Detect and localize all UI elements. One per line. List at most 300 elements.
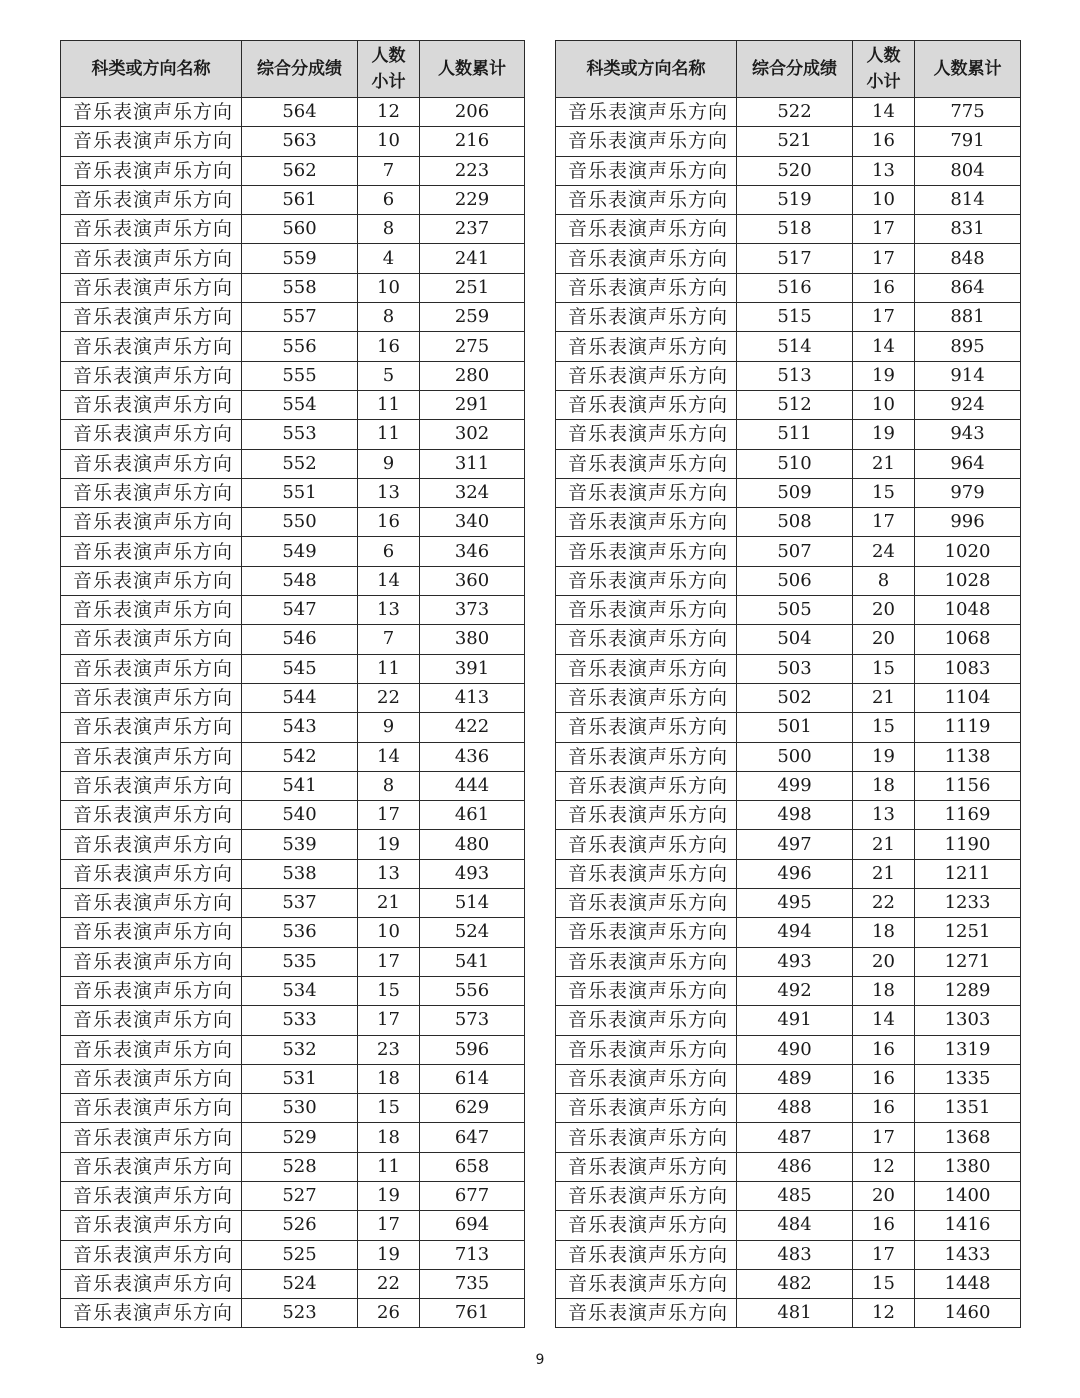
- cell-name: 音乐表演声乐方向: [61, 801, 242, 830]
- table-row: [61, 1181, 525, 1210]
- cell-cumulative: 237: [420, 215, 525, 244]
- cell-count: 17: [358, 1211, 420, 1240]
- cell-cumulative: 373: [420, 596, 525, 625]
- cell-name: 音乐表演声乐方向: [556, 1181, 737, 1210]
- cell-score: 481: [737, 1299, 853, 1328]
- cell-name: 音乐表演声乐方向: [61, 1240, 242, 1269]
- table-row: [61, 156, 525, 185]
- cell-count: 20: [853, 1181, 915, 1210]
- cell-score: 541: [242, 771, 358, 800]
- table-body-left: [61, 98, 525, 1328]
- cell-name: 音乐表演声乐方向: [61, 156, 242, 185]
- cell-score: 539: [242, 830, 358, 859]
- table-row: [556, 801, 1021, 830]
- table-row: [556, 713, 1021, 742]
- cell-cumulative: 1048: [915, 596, 1021, 625]
- cell-cumulative: 914: [915, 361, 1021, 390]
- cell-count: 11: [358, 420, 420, 449]
- cell-name: 音乐表演声乐方向: [556, 478, 737, 507]
- table-row: [61, 654, 525, 683]
- cell-score: 494: [737, 918, 853, 947]
- cell-name: 音乐表演声乐方向: [556, 537, 737, 566]
- cell-cumulative: 1068: [915, 625, 1021, 654]
- cell-count: 19: [853, 361, 915, 390]
- cell-cumulative: 1380: [915, 1152, 1021, 1181]
- cell-cumulative: 864: [915, 273, 1021, 302]
- table-row: [61, 889, 525, 918]
- cell-cumulative: 1351: [915, 1094, 1021, 1123]
- cell-cumulative: 1020: [915, 537, 1021, 566]
- cell-count: 17: [853, 1123, 915, 1152]
- cell-score: 506: [737, 566, 853, 595]
- cell-score: 515: [737, 303, 853, 332]
- cell-cumulative: 1028: [915, 566, 1021, 595]
- cell-cumulative: 1190: [915, 830, 1021, 859]
- cell-name: 音乐表演声乐方向: [556, 889, 737, 918]
- cell-name: 音乐表演声乐方向: [61, 1269, 242, 1298]
- table-row: [556, 889, 1021, 918]
- cell-cumulative: 979: [915, 478, 1021, 507]
- cell-score: 561: [242, 185, 358, 214]
- cell-score: 544: [242, 683, 358, 712]
- cell-name: 音乐表演声乐方向: [61, 98, 242, 127]
- cell-score: 546: [242, 625, 358, 654]
- table-row: [556, 976, 1021, 1005]
- table-row: [61, 1006, 525, 1035]
- cell-name: 音乐表演声乐方向: [61, 683, 242, 712]
- cell-name: 音乐表演声乐方向: [61, 1123, 242, 1152]
- cell-count: 12: [853, 1299, 915, 1328]
- cell-cumulative: 573: [420, 1006, 525, 1035]
- cell-count: 14: [358, 566, 420, 595]
- cell-name: 音乐表演声乐方向: [556, 976, 737, 1005]
- cell-score: 504: [737, 625, 853, 654]
- cell-score: 532: [242, 1035, 358, 1064]
- cell-score: 542: [242, 742, 358, 771]
- cell-count: 14: [853, 1006, 915, 1035]
- cell-name: 音乐表演声乐方向: [556, 1006, 737, 1035]
- cell-count: 18: [358, 1123, 420, 1152]
- cell-score: 558: [242, 273, 358, 302]
- cell-cumulative: 360: [420, 566, 525, 595]
- table-row: [556, 185, 1021, 214]
- cell-count: 17: [358, 801, 420, 830]
- cell-name: 音乐表演声乐方向: [61, 332, 242, 361]
- cell-cumulative: 881: [915, 303, 1021, 332]
- header-count-line1: 人数: [371, 46, 406, 66]
- table-row: [556, 1123, 1021, 1152]
- cell-name: 音乐表演声乐方向: [61, 420, 242, 449]
- score-table-right: [555, 40, 1021, 1328]
- header-cumulative: 人数累计: [915, 41, 1021, 98]
- cell-count: 26: [358, 1299, 420, 1328]
- cell-score: 496: [737, 859, 853, 888]
- cell-count: 15: [358, 1094, 420, 1123]
- table-row: [556, 244, 1021, 273]
- cell-count: 22: [853, 889, 915, 918]
- cell-count: 6: [358, 537, 420, 566]
- cell-cumulative: 324: [420, 478, 525, 507]
- cell-cumulative: 924: [915, 390, 1021, 419]
- cell-name: 音乐表演声乐方向: [61, 859, 242, 888]
- cell-count: 11: [358, 1152, 420, 1181]
- cell-name: 音乐表演声乐方向: [61, 1211, 242, 1240]
- cell-name: 音乐表演声乐方向: [61, 215, 242, 244]
- cell-cumulative: 229: [420, 185, 525, 214]
- cell-score: 484: [737, 1211, 853, 1240]
- cell-count: 17: [853, 215, 915, 244]
- cell-count: 16: [853, 273, 915, 302]
- cell-count: 18: [853, 976, 915, 1005]
- cell-cumulative: 658: [420, 1152, 525, 1181]
- cell-count: 16: [853, 127, 915, 156]
- cell-name: 音乐表演声乐方向: [556, 273, 737, 302]
- cell-score: 530: [242, 1094, 358, 1123]
- cell-cumulative: 461: [420, 801, 525, 830]
- table-row: [556, 566, 1021, 595]
- cell-name: 音乐表演声乐方向: [61, 947, 242, 976]
- cell-score: 537: [242, 889, 358, 918]
- cell-score: 524: [242, 1269, 358, 1298]
- table-row: [556, 420, 1021, 449]
- cell-cumulative: 677: [420, 1181, 525, 1210]
- cell-cumulative: 1211: [915, 859, 1021, 888]
- cell-score: 551: [242, 478, 358, 507]
- cell-name: 音乐表演声乐方向: [61, 508, 242, 537]
- cell-count: 17: [358, 947, 420, 976]
- table-body-right: [556, 98, 1021, 1328]
- cell-name: 音乐表演声乐方向: [556, 713, 737, 742]
- cell-score: 509: [737, 478, 853, 507]
- cell-count: 21: [853, 859, 915, 888]
- cell-cumulative: 996: [915, 508, 1021, 537]
- cell-score: 511: [737, 420, 853, 449]
- cell-count: 22: [358, 683, 420, 712]
- cell-name: 音乐表演声乐方向: [556, 244, 737, 273]
- cell-score: 513: [737, 361, 853, 390]
- cell-name: 音乐表演声乐方向: [556, 420, 737, 449]
- cell-cumulative: 280: [420, 361, 525, 390]
- header-count-line2: 小计: [371, 72, 406, 92]
- cell-count: 6: [358, 185, 420, 214]
- cell-cumulative: 713: [420, 1240, 525, 1269]
- cell-name: 音乐表演声乐方向: [556, 508, 737, 537]
- cell-name: 音乐表演声乐方向: [556, 654, 737, 683]
- cell-score: 529: [242, 1123, 358, 1152]
- table-row: [556, 98, 1021, 127]
- cell-name: 音乐表演声乐方向: [61, 830, 242, 859]
- header-count: [853, 41, 915, 98]
- cell-name: 音乐表演声乐方向: [556, 1211, 737, 1240]
- table-row: [61, 1240, 525, 1269]
- cell-name: 音乐表演声乐方向: [556, 1269, 737, 1298]
- table-row: [61, 244, 525, 273]
- cell-count: 17: [358, 1006, 420, 1035]
- table-row: [61, 449, 525, 478]
- cell-count: 14: [358, 742, 420, 771]
- cell-cumulative: 340: [420, 508, 525, 537]
- cell-count: 13: [358, 478, 420, 507]
- table-row: [61, 1152, 525, 1181]
- cell-name: 音乐表演声乐方向: [556, 859, 737, 888]
- cell-score: 536: [242, 918, 358, 947]
- cell-name: 音乐表演声乐方向: [61, 889, 242, 918]
- cell-count: 15: [853, 1269, 915, 1298]
- cell-cumulative: 647: [420, 1123, 525, 1152]
- cell-name: 音乐表演声乐方向: [61, 918, 242, 947]
- table-row: [61, 361, 525, 390]
- table-row: [556, 1064, 1021, 1093]
- cell-score: 503: [737, 654, 853, 683]
- table-header-row: [556, 41, 1021, 98]
- cell-name: 音乐表演声乐方向: [556, 625, 737, 654]
- cell-score: 492: [737, 976, 853, 1005]
- cell-name: 音乐表演声乐方向: [556, 215, 737, 244]
- cell-cumulative: 1303: [915, 1006, 1021, 1035]
- cell-count: 5: [358, 361, 420, 390]
- cell-cumulative: 514: [420, 889, 525, 918]
- cell-count: 21: [853, 830, 915, 859]
- cell-score: 553: [242, 420, 358, 449]
- cell-count: 17: [853, 1240, 915, 1269]
- cell-cumulative: 1289: [915, 976, 1021, 1005]
- cell-count: 16: [853, 1035, 915, 1064]
- cell-cumulative: 436: [420, 742, 525, 771]
- cell-name: 音乐表演声乐方向: [556, 127, 737, 156]
- cell-name: 音乐表演声乐方向: [556, 801, 737, 830]
- cell-cumulative: 1335: [915, 1064, 1021, 1093]
- cell-cumulative: 302: [420, 420, 525, 449]
- header-count-line1: 人数: [866, 46, 901, 66]
- cell-score: 533: [242, 1006, 358, 1035]
- cell-score: 505: [737, 596, 853, 625]
- cell-name: 音乐表演声乐方向: [556, 332, 737, 361]
- cell-cumulative: 1271: [915, 947, 1021, 976]
- table-row: [61, 127, 525, 156]
- cell-count: 7: [358, 156, 420, 185]
- cell-score: 487: [737, 1123, 853, 1152]
- cell-count: 13: [853, 801, 915, 830]
- table-row: [61, 1094, 525, 1123]
- cell-count: 13: [358, 859, 420, 888]
- table-row: [556, 127, 1021, 156]
- cell-score: 508: [737, 508, 853, 537]
- cell-name: 音乐表演声乐方向: [556, 683, 737, 712]
- cell-name: 音乐表演声乐方向: [556, 1035, 737, 1064]
- cell-name: 音乐表演声乐方向: [61, 771, 242, 800]
- cell-name: 音乐表演声乐方向: [61, 1006, 242, 1035]
- cell-name: 音乐表演声乐方向: [61, 244, 242, 273]
- cell-cumulative: 831: [915, 215, 1021, 244]
- cell-score: 560: [242, 215, 358, 244]
- table-row: [61, 713, 525, 742]
- cell-cumulative: 422: [420, 713, 525, 742]
- cell-score: 564: [242, 98, 358, 127]
- table-row: [61, 303, 525, 332]
- cell-count: 15: [853, 654, 915, 683]
- cell-score: 556: [242, 332, 358, 361]
- cell-score: 498: [737, 801, 853, 830]
- header-count: [358, 41, 420, 98]
- table-row: [556, 771, 1021, 800]
- cell-cumulative: 251: [420, 273, 525, 302]
- cell-cumulative: 1251: [915, 918, 1021, 947]
- cell-count: 16: [853, 1094, 915, 1123]
- table-row: [61, 566, 525, 595]
- cell-count: 18: [853, 771, 915, 800]
- cell-cumulative: 524: [420, 918, 525, 947]
- cell-count: 4: [358, 244, 420, 273]
- cell-name: 音乐表演声乐方向: [61, 478, 242, 507]
- cell-score: 562: [242, 156, 358, 185]
- cell-score: 502: [737, 683, 853, 712]
- cell-cumulative: 480: [420, 830, 525, 859]
- table-row: [61, 771, 525, 800]
- table-row: [61, 478, 525, 507]
- cell-score: 538: [242, 859, 358, 888]
- table-row: [556, 1035, 1021, 1064]
- cell-score: 554: [242, 390, 358, 419]
- cell-cumulative: 493: [420, 859, 525, 888]
- cell-cumulative: 1448: [915, 1269, 1021, 1298]
- table-row: [61, 683, 525, 712]
- cell-score: 559: [242, 244, 358, 273]
- cell-cumulative: 216: [420, 127, 525, 156]
- cell-score: 528: [242, 1152, 358, 1181]
- cell-cumulative: 1400: [915, 1181, 1021, 1210]
- cell-name: 音乐表演声乐方向: [556, 361, 737, 390]
- cell-name: 音乐表演声乐方向: [556, 830, 737, 859]
- cell-name: 音乐表演声乐方向: [556, 303, 737, 332]
- header-score: 综合分成绩: [737, 41, 853, 98]
- cell-score: 520: [737, 156, 853, 185]
- cell-score: 523: [242, 1299, 358, 1328]
- cell-count: 16: [853, 1064, 915, 1093]
- cell-count: 10: [358, 918, 420, 947]
- cell-count: 13: [853, 156, 915, 185]
- cell-count: 12: [358, 98, 420, 127]
- cell-score: 489: [737, 1064, 853, 1093]
- table-row: [61, 625, 525, 654]
- cell-count: 16: [358, 508, 420, 537]
- table-header-row: [61, 41, 525, 98]
- cell-cumulative: 380: [420, 625, 525, 654]
- cell-score: 497: [737, 830, 853, 859]
- cell-score: 495: [737, 889, 853, 918]
- table-row: [61, 1035, 525, 1064]
- cell-name: 音乐表演声乐方向: [61, 273, 242, 302]
- cell-name: 音乐表演声乐方向: [61, 1094, 242, 1123]
- cell-name: 音乐表演声乐方向: [556, 771, 737, 800]
- cell-score: 519: [737, 185, 853, 214]
- cell-name: 音乐表演声乐方向: [61, 742, 242, 771]
- table-row: [556, 478, 1021, 507]
- cell-cumulative: 804: [915, 156, 1021, 185]
- cell-count: 15: [853, 478, 915, 507]
- cell-count: 8: [358, 303, 420, 332]
- header-cumulative: 人数累计: [420, 41, 525, 98]
- table-row: [61, 976, 525, 1005]
- header-name: 科类或方向名称: [556, 41, 737, 98]
- cell-count: 11: [358, 654, 420, 683]
- table-row: [556, 947, 1021, 976]
- table-row: [61, 273, 525, 302]
- cell-cumulative: 346: [420, 537, 525, 566]
- cell-count: 12: [853, 1152, 915, 1181]
- cell-count: 23: [358, 1035, 420, 1064]
- cell-score: 549: [242, 537, 358, 566]
- cell-name: 音乐表演声乐方向: [61, 127, 242, 156]
- table-row: [556, 1006, 1021, 1035]
- cell-count: 17: [853, 508, 915, 537]
- cell-score: 518: [737, 215, 853, 244]
- cell-count: 15: [853, 713, 915, 742]
- page-number: 9: [535, 1352, 545, 1368]
- cell-score: 540: [242, 801, 358, 830]
- cell-cumulative: 775: [915, 98, 1021, 127]
- table-row: [61, 801, 525, 830]
- table-row: [61, 918, 525, 947]
- cell-count: 21: [853, 683, 915, 712]
- cell-count: 10: [853, 185, 915, 214]
- table-row: [61, 742, 525, 771]
- table-row: [556, 390, 1021, 419]
- cell-count: 10: [358, 127, 420, 156]
- cell-score: 534: [242, 976, 358, 1005]
- cell-count: 16: [853, 1211, 915, 1240]
- table-row: [61, 1299, 525, 1328]
- cell-cumulative: 814: [915, 185, 1021, 214]
- cell-score: 527: [242, 1181, 358, 1210]
- cell-score: 482: [737, 1269, 853, 1298]
- cell-name: 音乐表演声乐方向: [61, 566, 242, 595]
- cell-score: 517: [737, 244, 853, 273]
- cell-name: 音乐表演声乐方向: [61, 390, 242, 419]
- table-row: [61, 185, 525, 214]
- cell-count: 9: [358, 713, 420, 742]
- cell-name: 音乐表演声乐方向: [556, 1152, 737, 1181]
- cell-score: 485: [737, 1181, 853, 1210]
- cell-cumulative: 596: [420, 1035, 525, 1064]
- cell-cumulative: 694: [420, 1211, 525, 1240]
- cell-name: 音乐表演声乐方向: [556, 742, 737, 771]
- cell-cumulative: 1433: [915, 1240, 1021, 1269]
- table-row: [61, 332, 525, 361]
- cell-cumulative: 761: [420, 1299, 525, 1328]
- cell-cumulative: 206: [420, 98, 525, 127]
- cell-score: 491: [737, 1006, 853, 1035]
- cell-count: 18: [358, 1064, 420, 1093]
- cell-cumulative: 943: [915, 420, 1021, 449]
- cell-cumulative: 1083: [915, 654, 1021, 683]
- cell-cumulative: 1233: [915, 889, 1021, 918]
- cell-cumulative: 735: [420, 1269, 525, 1298]
- cell-name: 音乐表演声乐方向: [556, 566, 737, 595]
- cell-name: 音乐表演声乐方向: [556, 596, 737, 625]
- table-row: [556, 273, 1021, 302]
- table-row: [556, 654, 1021, 683]
- cell-score: 488: [737, 1094, 853, 1123]
- cell-cumulative: 1104: [915, 683, 1021, 712]
- cell-score: 510: [737, 449, 853, 478]
- cell-cumulative: 1319: [915, 1035, 1021, 1064]
- cell-name: 音乐表演声乐方向: [556, 1123, 737, 1152]
- cell-cumulative: 241: [420, 244, 525, 273]
- cell-cumulative: 311: [420, 449, 525, 478]
- cell-count: 9: [358, 449, 420, 478]
- table-row: [61, 390, 525, 419]
- header-score: 综合分成绩: [242, 41, 358, 98]
